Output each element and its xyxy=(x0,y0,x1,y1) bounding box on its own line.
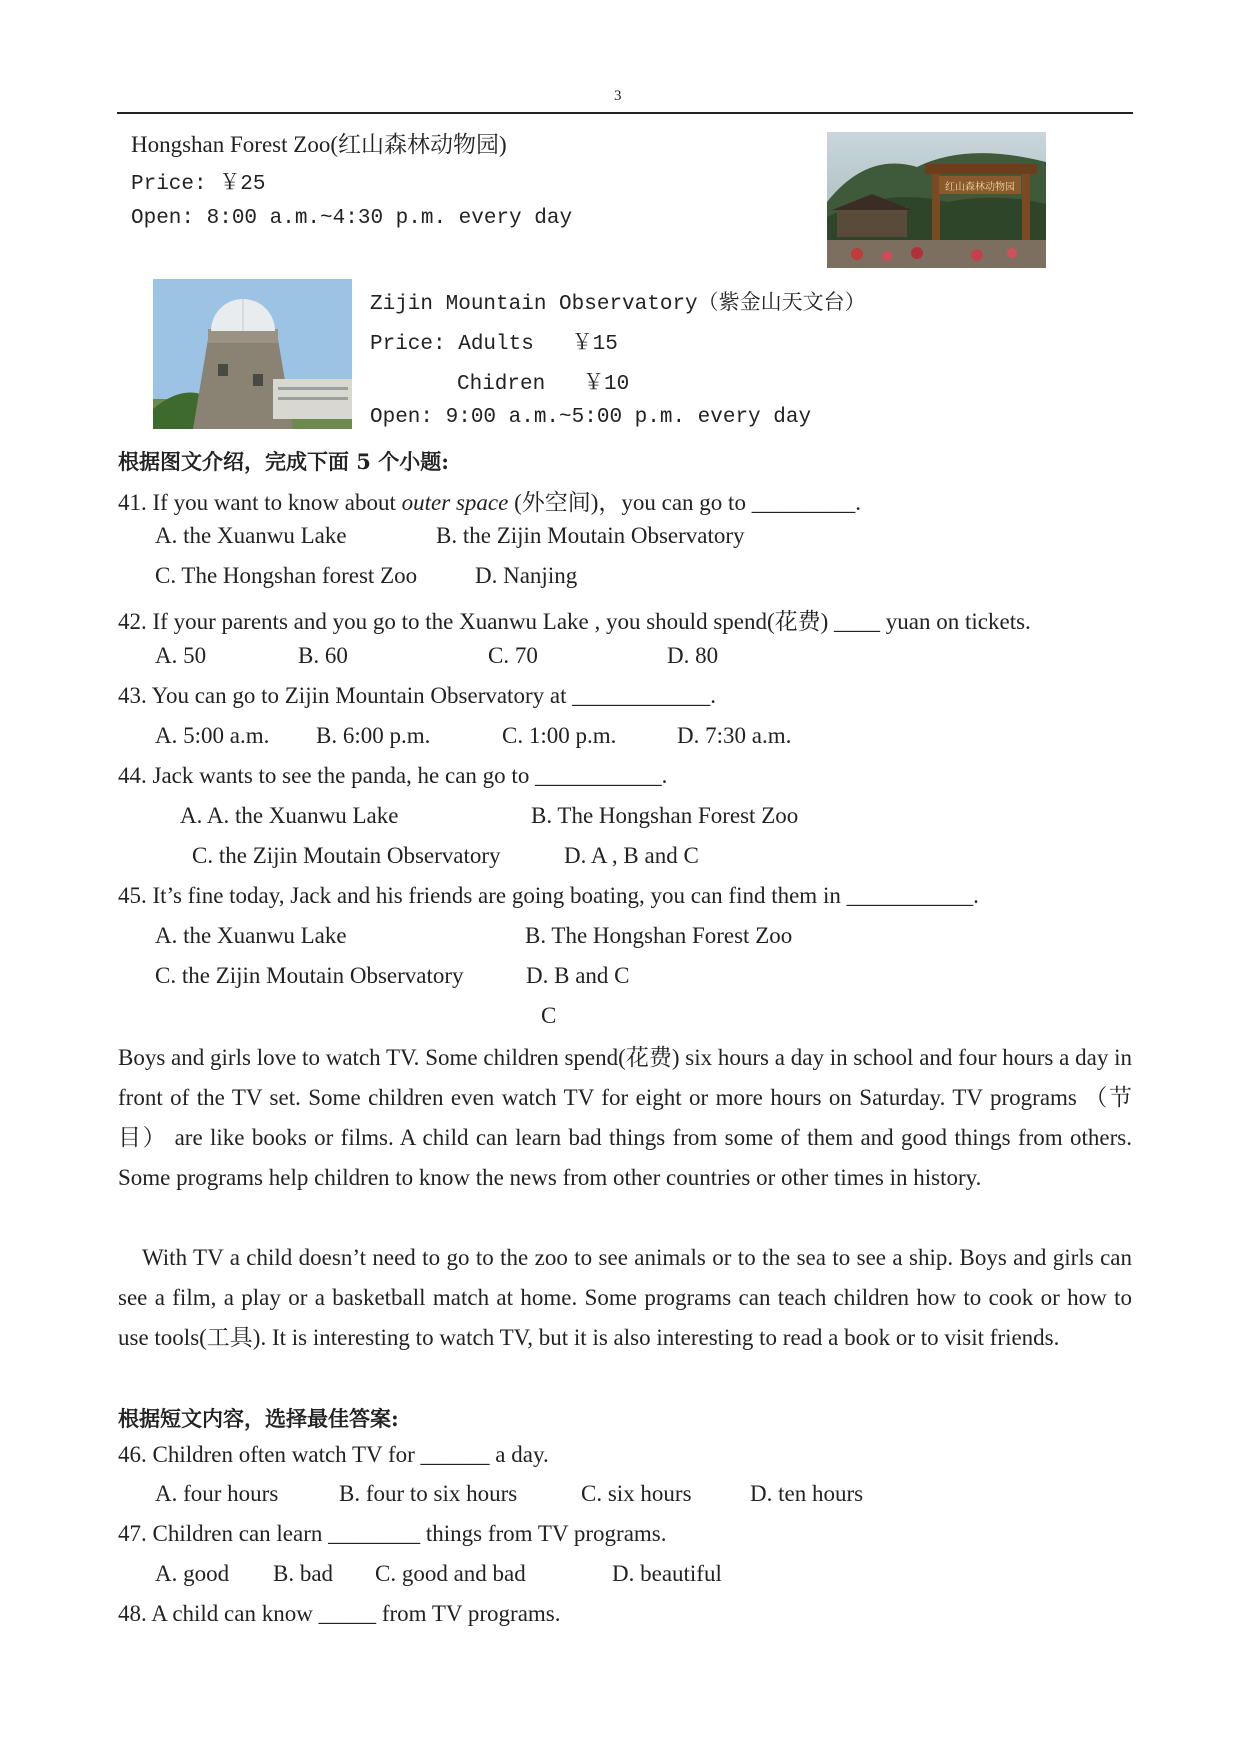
zoo-photo-sign: 红山森林动物园 xyxy=(945,182,1015,193)
q42-option-b[interactable]: B. 60 xyxy=(298,643,348,668)
section-c-heading: C xyxy=(541,1003,557,1028)
q45-option-b[interactable]: B. The Hongshan Forest Zoo xyxy=(525,923,793,948)
q41-option-b[interactable]: B. the Zijin Moutain Observatory xyxy=(436,523,745,548)
question-43-stem: 43. You can go to Zijin Mountain Observatory at ____________. xyxy=(118,683,716,708)
section2-instruction: 根据短文内容，选择最佳答案: xyxy=(118,1406,399,1431)
q42-option-d[interactable]: D. 80 xyxy=(667,643,719,668)
question-41-stem xyxy=(118,484,861,517)
q44-option-b[interactable]: B. The Hongshan Forest Zoo xyxy=(531,803,799,828)
observatory-price-children: Chidren ￥10 xyxy=(457,373,630,396)
zoo-open-hours: Open: 8:00 a.m.~4:30 p.m. every day xyxy=(131,207,573,230)
question-48-stem: 48. A child can know _____ from TV programs. xyxy=(118,1601,561,1626)
q43-option-d[interactable]: D. 7:30 a.m. xyxy=(677,723,792,748)
q47-option-d[interactable]: D. beautiful xyxy=(612,1561,722,1586)
zoo-price: Price: ￥25 xyxy=(131,173,266,196)
section1-instruction: 根据图文介绍，完成下面 5 个小题: xyxy=(118,449,449,474)
passage-paragraph-1: Boys and girls love to watch TV. Some children spend(花费) six hours a day in school and four hours a day in front of the TV set. Some children even watch TV for eight or more hours on Saturday. TV programs （节目） are like books or films. A child can learn bad things from some of them and good things from others. Some programs help children to know the news from other countries or other times in history. xyxy=(118,1045,1132,1190)
q42-option-a[interactable]: A. 50 xyxy=(155,643,207,668)
question-45-stem: 45. It’s fine today, Jack and his friends are going boating, you can find them in ___________. xyxy=(118,883,979,908)
q46-option-b[interactable]: B. four to six hours xyxy=(339,1481,518,1506)
q45-option-d[interactable]: D. B and C xyxy=(526,963,630,988)
question-46-stem: 46. Children often watch TV for ______ a day. xyxy=(118,1442,549,1467)
zoo-title: Hongshan Forest Zoo(红山森林动物园) xyxy=(131,132,507,157)
q44-option-c[interactable]: C. the Zijin Moutain Observatory xyxy=(192,843,501,868)
q43-option-b[interactable]: B. 6:00 p.m. xyxy=(316,723,431,748)
q45-option-a[interactable]: A. the Xuanwu Lake xyxy=(155,923,347,948)
page-number: 3 xyxy=(614,88,622,104)
observatory-price-adults: Price: Adults ￥15 xyxy=(370,333,618,356)
observatory-photo xyxy=(153,279,352,429)
q44-option-a[interactable]: A. A. the Xuanwu Lake xyxy=(180,803,399,828)
q41-stem-before: 41. If you want to know about xyxy=(118,490,402,515)
q43-option-c[interactable]: C. 1:00 p.m. xyxy=(502,723,617,748)
q41-option-d[interactable]: D. Nanjing xyxy=(475,563,578,588)
q46-option-a[interactable]: A. four hours xyxy=(155,1481,279,1506)
q47-option-b[interactable]: B. bad xyxy=(273,1561,334,1586)
q41-stem-italic: outer space xyxy=(401,490,509,515)
q43-option-a[interactable]: A. 5:00 a.m. xyxy=(155,723,270,748)
q41-stem-after: (外空间)，you can go to _________. xyxy=(508,490,861,515)
q46-option-d[interactable]: D. ten hours xyxy=(750,1481,864,1506)
q41-option-a[interactable]: A. the Xuanwu Lake xyxy=(155,523,347,548)
q41-option-c[interactable]: C. The Hongshan forest Zoo xyxy=(155,563,418,588)
observatory-title: Zijin Mountain Observatory（紫金山天文台） xyxy=(370,293,866,316)
zoo-photo xyxy=(827,132,1046,268)
question-42-stem: 42. If your parents and you go to the Xuanwu Lake , you should spend(花费) ____ yuan on tickets. xyxy=(118,609,1031,634)
q42-option-c[interactable]: C. 70 xyxy=(488,643,538,668)
header-rule xyxy=(117,112,1133,114)
q46-option-c[interactable]: C. six hours xyxy=(581,1481,692,1506)
q47-option-c[interactable]: C. good and bad xyxy=(375,1561,526,1586)
q44-option-d[interactable]: D. A , B and C xyxy=(564,843,699,868)
q47-option-a[interactable]: A. good xyxy=(155,1561,230,1586)
question-47-stem: 47. Children can learn ________ things from TV programs. xyxy=(118,1521,667,1546)
observatory-open-hours: Open: 9:00 a.m.~5:00 p.m. every day xyxy=(370,406,812,429)
q45-option-c[interactable]: C. the Zijin Moutain Observatory xyxy=(155,963,464,988)
passage-paragraph-2: With TV a child doesn’t need to go to the zoo to see animals or to the sea to see a ship. Boys and girls can see a film, a play or a basketball match at home. Some programs can teach children how to cook or how to use tools(工具). It is interesting to watch TV, but it is also interesting to read a book or to visit friends. xyxy=(118,1245,1132,1350)
question-44-stem: 44. Jack wants to see the panda, he can go to ___________. xyxy=(118,763,668,788)
